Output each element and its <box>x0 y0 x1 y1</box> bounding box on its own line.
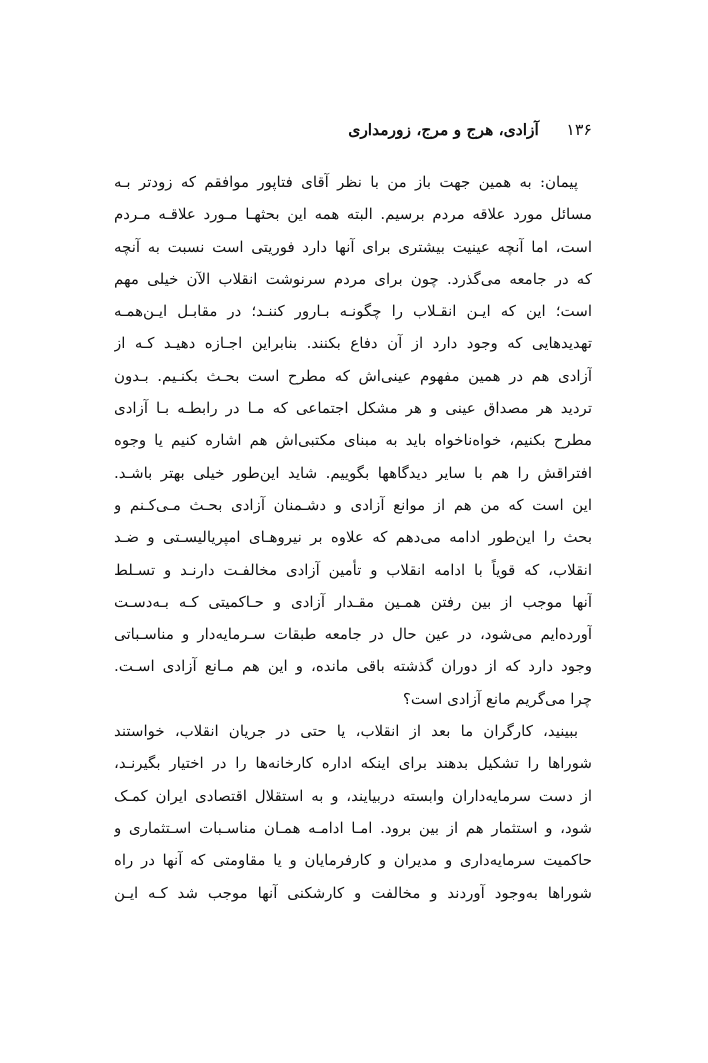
text-line: آورده‌ایم می‌شود، در عین حال در جامعه طبقات سـرمایه‌دار و مناسـباتی <box>114 625 592 644</box>
text-line: بحث را این‌طور ادامه می‌دهم که علاوه بر نیروهـای امپریالیسـتی و ضـد <box>114 528 592 547</box>
text-line: از دست سرمایه‌داران وابسته دربیایند، و به استقلال اقتصادی ایران کمـک <box>114 786 592 805</box>
text-line: مطرح بکنیم، خواه‌ناخواه باید به مبنای مکتبی‌اش هم اشاره کنیم یا وجوه <box>114 431 592 450</box>
text-line: شود، و استثمار هم از بین برود. امـا ادامـه همـان مناسـبات اسـتثماری و <box>114 818 592 837</box>
text-line: افتراقش را هم با سایر دیدگاهها بگوییم. شاید این‌طور خیلی بهتر باشـد. <box>114 463 592 482</box>
text-line: است، اما آنچه عینیت بیشتری برای آنها دارد فوریتی است نسبت به آنچه <box>114 237 592 256</box>
text-line: حاکمیت سرمایه‌داری و مدیران و کارفرمایان و یا مقاومتی که آنها در راه <box>114 851 592 870</box>
text-line: انقلاب، که قویاً با ادامه انقلاب و تأمین آزادی مخالفـت دارنـد و تسـلط <box>114 560 592 579</box>
text-line: وجود دارد که از دوران گذشته باقی مانده، و این هم مـانع آزادی اسـت. <box>114 657 592 676</box>
text-line: آنها موجب از بین رفتن همـین مقـدار آزادی و حـاکمیتی کـه بـه‌دسـت <box>114 592 592 611</box>
text-line: تردید هر مصداق عینی و هر مشکل اجتماعی که مـا در رابطـه بـا آزادی <box>114 399 592 418</box>
text-line: چرا می‌گریم مانع آزادی است؟ <box>402 689 592 708</box>
text-line: است؛ این که ایـن انقـلاب را چگونـه بـارور کننـد؛ در مقابـل ایـن‌همـه <box>114 302 592 321</box>
page-number: ۱۳۶ <box>566 120 592 139</box>
text-line: تهدیدهایی که وجود دارد از آن دفاع بکنند. بنابراین اجـازه دهیـد کـه از <box>114 334 592 353</box>
text-line: ببینید، کارگران ما بعد از انقلاب، یا حتی در جریان انقلاب، خواستند <box>114 722 578 741</box>
text-line: آزادی هم در همین مفهوم عینی‌اش که مطرح است بحـث بکنـیم. بـدون <box>114 366 592 385</box>
running-header <box>348 120 592 139</box>
text-line: شوراها را تشکیل بدهند برای اینکه اداره کارخانه‌ها را در اختیار بگیرنـد، <box>114 754 592 773</box>
text-line: که در جامعه می‌گذرد. چون برای مردم سرنوشت انقلاب الآن خیلی مهم <box>114 269 592 288</box>
text-line: مسائل مورد علاقه مردم برسیم. البته همه این بحثهـا مـورد علاقـه مـردم <box>114 205 592 224</box>
text-line: شوراها به‌وجود آوردند و مخالفت و کارشکنی آنها موجب شد کـه ایـن <box>114 883 592 902</box>
chapter-title: آزادی، هرج و مرج، زورمداری <box>348 120 539 139</box>
text-line: پیمان: به همین جهت باز من با نظر آقای فتاپور موافقم که زودتر بـه <box>114 173 578 191</box>
body-text <box>114 166 592 909</box>
text-line: این است که من هم از موانع آزادی و دشـمنان آزادی بحـث مـی‌کـنم و <box>114 495 592 514</box>
